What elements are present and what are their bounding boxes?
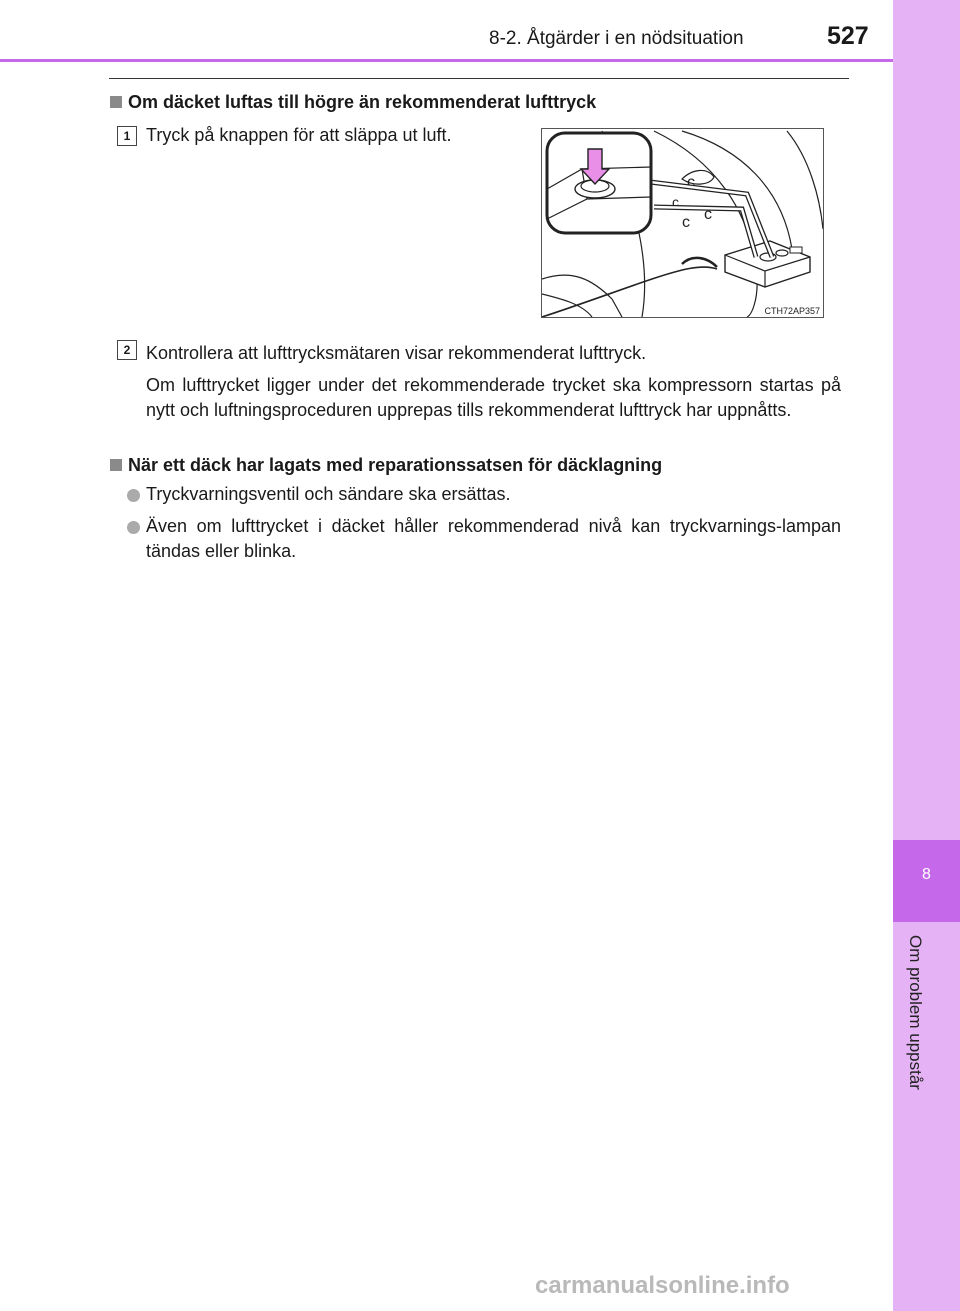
heading-repair-kit [110, 455, 662, 476]
watermark: carmanualsonline.info [535, 1272, 790, 1299]
bullet-1-text: Tryckvarningsventil och sändare ska ersättas. [146, 484, 511, 504]
compressor-figure [541, 128, 824, 318]
tire-compressor-icon [542, 129, 823, 317]
square-bullet-icon [110, 459, 122, 471]
square-bullet-icon [110, 96, 122, 108]
step-1-text: Tryck på knappen för att släppa ut luft. [146, 125, 452, 145]
svg-text:c: c [682, 214, 690, 231]
bullet-2-text: Även om lufttrycket i däcket håller rekommenderad nivå kan tryckvarnings-lampan tändas eller blinka. [146, 516, 841, 561]
chapter-number: 8 [922, 866, 931, 883]
svg-text:c: c [672, 194, 679, 210]
svg-text:c: c [704, 206, 712, 223]
round-bullet-icon [127, 521, 140, 534]
section-title: 8-2. Åtgärder i en nödsituation [489, 28, 744, 49]
step-number-1: 1 [117, 126, 137, 146]
chapter-title: Om problem uppstår [906, 935, 925, 1090]
heading-text: Om däcket luftas till högre än rekommenderat lufttryck [128, 92, 597, 112]
step-2-text: Kontrollera att lufttrycksmätaren visar rekommenderat lufttryck. [146, 343, 647, 363]
svg-text:c: c [687, 174, 695, 191]
round-bullet-icon [127, 489, 140, 502]
heading-overinflated [110, 92, 596, 113]
note-text: Om lufttrycket ligger under det rekommenderade trycket ska kompressorn startas på nytt och luftningsproceduren upprepas tills rekommenderat lufttryck har uppnåtts. [146, 375, 841, 420]
content-rule [109, 78, 849, 79]
step-number-2: 2 [117, 340, 137, 360]
page-number: 527 [827, 22, 869, 50]
header-rule [0, 59, 893, 62]
figure-code: CTH72AP357 [764, 306, 820, 316]
heading-text: När ett däck har lagats med reparationssatsen för däcklagning [128, 455, 663, 475]
